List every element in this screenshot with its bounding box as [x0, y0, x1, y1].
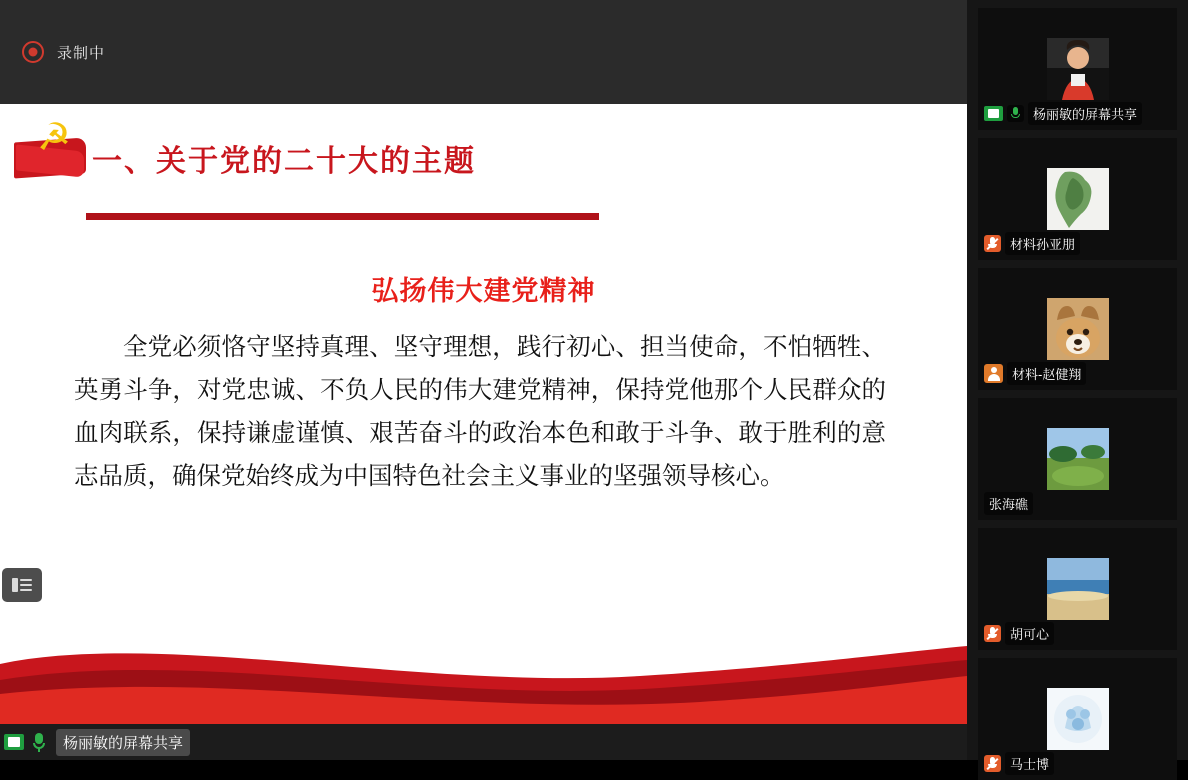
- participant-name: 张海礁: [984, 492, 1033, 515]
- avatar: [1047, 428, 1109, 490]
- recording-indicator-icon: [22, 41, 44, 63]
- participant-name: 杨丽敏的屏幕共享: [1028, 102, 1142, 125]
- avatar: [1047, 558, 1109, 620]
- microphone-muted-icon: [984, 755, 1001, 772]
- tile-footer: [984, 752, 1054, 775]
- avatar: [1047, 298, 1109, 360]
- participant-tile[interactable]: [978, 658, 1177, 780]
- share-status-label: 杨丽敏的屏幕共享: [56, 729, 190, 756]
- screen-share-icon: [984, 106, 1003, 121]
- participant-name: 马士博: [1005, 752, 1054, 775]
- tile-footer: [984, 232, 1080, 255]
- participant-strip[interactable]: [967, 0, 1188, 772]
- participant-avatar-icon: [984, 364, 1003, 383]
- tile-footer: [984, 622, 1054, 645]
- decorative-ribbon: [0, 624, 967, 724]
- microphone-icon: [30, 732, 48, 752]
- recording-label: 录制中: [57, 44, 106, 62]
- tile-footer: [984, 102, 1142, 125]
- microphone-icon: [1007, 105, 1024, 122]
- avatar: [1047, 688, 1109, 750]
- tile-footer: [984, 362, 1086, 385]
- participant-tile[interactable]: [978, 268, 1177, 390]
- screen-share-icon: [4, 734, 24, 750]
- participant-name: 材料-赵健翔: [1007, 362, 1086, 385]
- title-underline: [86, 213, 599, 220]
- avatar: [1047, 38, 1109, 100]
- microphone-muted-icon: [984, 235, 1001, 252]
- participant-tile[interactable]: [978, 398, 1177, 520]
- list-view-icon-button[interactable]: [2, 568, 42, 602]
- participant-name: 胡可心: [1005, 622, 1054, 645]
- microphone-muted-icon: [984, 625, 1001, 642]
- avatar: [1047, 168, 1109, 230]
- tile-footer: [984, 492, 1033, 515]
- slide-body-text: 全党必须恪守坚持真理、坚守理想，践行初心、担当使命，不怕牺牲、英勇斗争，对党忠诚、不负人民的伟大建党精神，保持党他那个人民群众的血肉联系，保持谦虚谨慎、艰苦奋斗的政治本色和敢于斗争、敢于胜利的意志品质，确保党始终成为中国特色社会主义事业的坚强领导核心。: [74, 334, 886, 490]
- slide-subtitle: 弘扬伟大建党精神: [371, 276, 596, 306]
- participant-name: 材料孙亚朋: [1005, 232, 1080, 255]
- presentation-slide: [0, 104, 967, 724]
- party-emblem-icon: ☭: [14, 118, 86, 180]
- share-status-bar: [0, 724, 967, 760]
- list-view-icon: [12, 578, 32, 592]
- participant-tile[interactable]: [978, 138, 1177, 260]
- recording-bar: [0, 0, 967, 104]
- participant-tile[interactable]: [978, 8, 1177, 130]
- slide-title: 一、关于党的二十大的主题: [92, 145, 476, 178]
- participant-tile[interactable]: [978, 528, 1177, 650]
